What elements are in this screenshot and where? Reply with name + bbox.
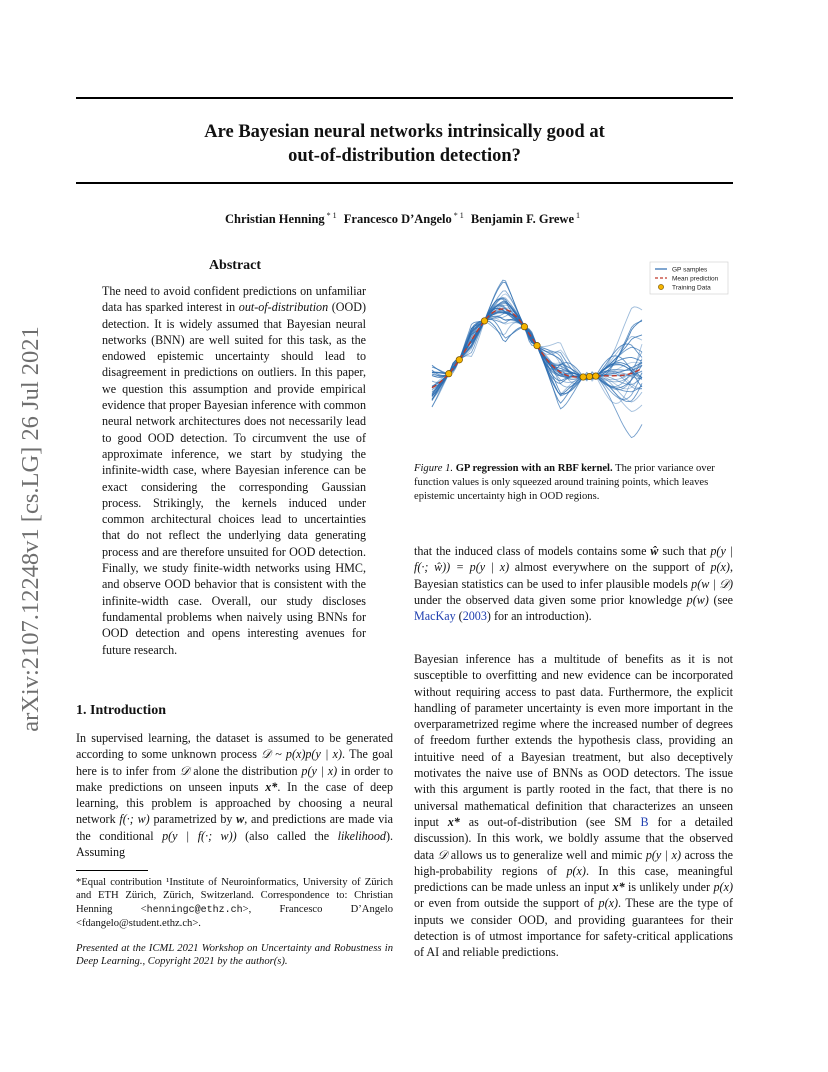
author-affiliation-mark: * 1 bbox=[453, 211, 464, 220]
footnote-affiliations bbox=[76, 876, 393, 931]
intro-text-part: ). Assuming bbox=[76, 828, 394, 860]
section-heading-introduction: 1. Introduction bbox=[76, 703, 166, 718]
text-part: that the induced class of models contains some bbox=[414, 544, 651, 558]
math-expression: p(w) bbox=[686, 592, 709, 607]
math-expression: p(y | x) bbox=[645, 847, 681, 862]
gp-sample-curves bbox=[432, 280, 642, 437]
abstract-emphasis: out-of-distribution bbox=[238, 300, 329, 315]
text-part: is unlikely under bbox=[624, 880, 714, 895]
title-bottom-rule bbox=[76, 182, 733, 184]
arxiv-id: arXiv:2107.12248v1 [cs.LG] 26 Jul 2021 bbox=[17, 326, 44, 732]
author-affiliation-mark: 1 bbox=[576, 211, 581, 220]
text-part: ) for an introduction). bbox=[486, 609, 592, 624]
text-part: Bayesian inference has a multitude of benefits as it is not susceptible to overfitting and new evidence can be incorporated without requiring access to past data. Furthermore, the explicit handling of parameter uncertainty is even more important in the overparametrized regime where the increased number of degrees of freedom further extends the hypothesis class, providing an intuitive need of a Bayesian treatment, but also deceptively motivates the naive use of BNNs as OOD detectors. The issue with this argument is partly rooted in the fact, that there is no universal mathematical definition that characterizes an unseen input bbox=[414, 652, 733, 829]
text-part: under the observed data given some prior knowledge bbox=[414, 592, 687, 607]
intro-text-part: . The goal here is to infer from bbox=[76, 747, 393, 778]
legend-gp-label: GP samples bbox=[672, 266, 708, 274]
math-expression: p(y | x) bbox=[301, 763, 338, 778]
math-expression: x* bbox=[447, 814, 460, 829]
gp-regression-figure bbox=[414, 258, 734, 460]
text-part: for a detailed discussion). In this work, we boldly assume that the observed data bbox=[414, 814, 733, 862]
paper-title bbox=[76, 120, 733, 168]
math-expression: p(y | f(·; w)) bbox=[162, 828, 237, 843]
math-expression: p(x) bbox=[598, 896, 618, 911]
math-expression: ŵ bbox=[650, 544, 659, 558]
math-expression: 𝒟 bbox=[179, 763, 190, 778]
training-data-point bbox=[534, 342, 540, 348]
math-expression: p(y | f(·; ŵ)) = p(y | x) bbox=[414, 544, 733, 575]
abstract-heading: Abstract bbox=[208, 258, 262, 273]
math-expression: x* bbox=[265, 779, 278, 794]
legend-train-swatch bbox=[658, 284, 663, 289]
email-link[interactable]: henningc@ethz.ch bbox=[146, 904, 243, 916]
math-expression: p(x) bbox=[710, 560, 730, 575]
author-name: Christian Henning bbox=[224, 212, 325, 227]
math-expression: f(·; w) bbox=[119, 812, 150, 827]
text-part: such that bbox=[658, 544, 711, 558]
math-expression: p(x) bbox=[566, 863, 586, 878]
text-part: allows us to generalize well and mimic bbox=[447, 847, 646, 862]
title-line-1: Are Bayesian neural networks intrinsically good at bbox=[204, 122, 605, 142]
right-column-paragraph-1 bbox=[414, 543, 733, 624]
author-affiliation-mark: * 1 bbox=[326, 211, 337, 220]
caption-label: Figure 1. bbox=[414, 463, 456, 474]
introduction-text bbox=[76, 730, 393, 860]
intro-emphasis: likelihood bbox=[337, 828, 386, 843]
math-expression: w bbox=[236, 812, 245, 827]
text-part: , Bayesian statistics can be used to infer plausible models bbox=[414, 560, 733, 591]
footnote-text: *Equal contribution ¹Institute of Neuroinformatics, University of Zürich and ETH Zürich, Zürich, Switzerland. Correspondence to: Christian Henning < bbox=[76, 877, 393, 915]
figure-legend bbox=[650, 262, 728, 294]
text-part: ( bbox=[455, 609, 463, 624]
math-expression: 𝒟 bbox=[437, 847, 448, 862]
text-part: or even from outside the support of bbox=[414, 896, 599, 911]
training-data-point bbox=[593, 373, 599, 379]
gp-sample-curve bbox=[432, 319, 642, 402]
abstract-text bbox=[102, 283, 366, 658]
arxiv-stamp bbox=[14, 299, 48, 759]
title-top-rule bbox=[76, 97, 733, 99]
training-data-point bbox=[580, 374, 586, 380]
text-part: almost everywhere on the support of bbox=[509, 560, 711, 575]
math-expression: p(w | 𝒟) bbox=[691, 576, 733, 591]
gp-sample-curve bbox=[432, 308, 642, 412]
math-expression: 𝒟 ~ p(x)p(y | x) bbox=[261, 747, 343, 762]
training-data-point bbox=[446, 371, 452, 377]
training-data-point bbox=[586, 373, 592, 379]
text-part: . These are the type of inputs we consider OOD, and providing guarantees for their detection is of utmost importance for safety-critical applications of AI and reliable predictions. bbox=[414, 896, 733, 960]
author-name: Benjamin F. Grewe bbox=[470, 212, 575, 227]
citation-link[interactable]: MacKay bbox=[414, 609, 456, 624]
text-part: as out-of-distribution (see SM bbox=[459, 814, 641, 829]
intro-text-part: in order to make predictions on unseen inputs bbox=[76, 763, 393, 794]
text-part: (see bbox=[708, 592, 733, 607]
footnote-rule bbox=[76, 870, 148, 871]
training-data-point bbox=[481, 318, 487, 324]
training-data-point bbox=[521, 324, 527, 330]
intro-text-part: , and predictions are made via the conditional bbox=[76, 812, 393, 843]
right-column-paragraph-2 bbox=[414, 651, 733, 961]
citation-year-link[interactable]: 2003 bbox=[462, 609, 487, 624]
math-expression: p(x) bbox=[713, 880, 733, 895]
intro-text-part: (also called the bbox=[236, 828, 338, 843]
legend-train-label: Training Data bbox=[672, 284, 711, 292]
abstract-text-part: The need to avoid confident predictions on unfamiliar data has sparked interest in bbox=[102, 284, 366, 315]
author-list bbox=[76, 211, 733, 227]
presented-note: Presented at the ICML 2021 Workshop on Uncertainty and Robustness in Deep Learning., Copyright 2021 by the author(s). bbox=[76, 943, 393, 968]
figure-caption bbox=[414, 462, 733, 505]
intro-text-part: . In the case of deep learning, this problem is approached by choosing a neural network bbox=[76, 779, 393, 827]
math-expression: x* bbox=[612, 880, 625, 895]
intro-text-part: In supervised learning, the dataset is assumed to be generated according to some unknown process bbox=[76, 731, 393, 762]
text-part: across the high-probability regions of bbox=[414, 847, 733, 878]
intro-text-part: alone the distribution bbox=[189, 763, 302, 778]
caption-text: The prior variance over function values is only squeezed around training points, which leaves epistemic uncertainty high in OOD regions. bbox=[414, 463, 715, 503]
footnote-text: >, Francesco D’Angelo <fdangelo@student.ethz.ch>. bbox=[76, 903, 393, 930]
training-data-point bbox=[456, 357, 462, 363]
appendix-link[interactable]: B bbox=[640, 814, 649, 829]
title-line-2: out-of-distribution detection? bbox=[288, 146, 521, 166]
author-name: Francesco D’Angelo bbox=[343, 212, 452, 227]
legend-mean-label: Mean prediction bbox=[672, 275, 719, 283]
caption-title: GP regression with an RBF kernel. bbox=[455, 463, 613, 474]
intro-text-part: parametrized by bbox=[149, 812, 237, 827]
text-part: . In this case, meaningful predictions can be made unless an input bbox=[414, 863, 733, 895]
abstract-text-part: (OOD) detection. It is widely assumed that Bayesian neural networks (BNN) are well suited for this task, as the endowed epistemic uncertainty should lead to disagreement in predictions on outliers. In this paper, we question this assumption and provide empirical evidence that proper Bayesian inference with common neural network architectures does not necessarily lead to good OOD detection. To circumvent the use of approximate inference, we start by studying the infinite-width case, where Bayesian inference can be exact considering the corresponding Gaussian process. Strikingly, the kernels induced under common architectural choices lead to uncertainties that do not reflect the underlying data generating process and are therefore unsuited for OOD detection. Finally, we study finite-width networks using HMC, and observe OOD behavior that is consistent with the infinite-width case. Overall, our study discloses fundamental problems when naively using BNNs for OOD detection and opens interesting avenues for future research. bbox=[102, 300, 366, 657]
